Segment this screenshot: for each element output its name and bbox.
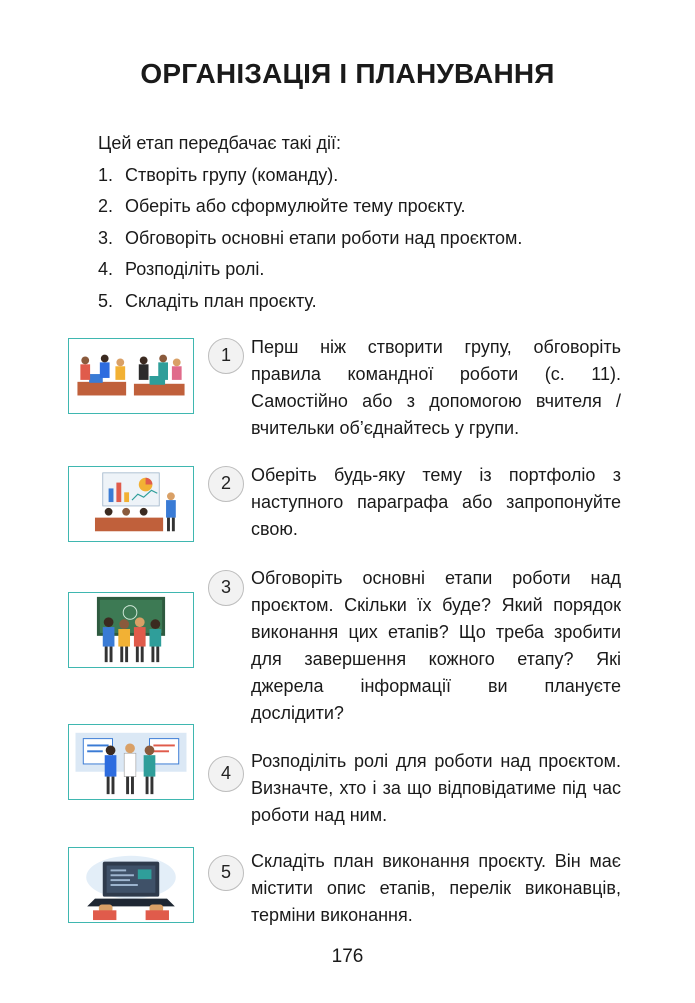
intro-block [98,128,618,317]
page-number: 176 [331,946,364,967]
step-text-2: Оберіть будь-яку тему із портфоліо з наступного параграфа або запропонуйте свою. [251,465,621,539]
step-number-1: 1 [208,338,244,374]
list-item: 5. Складіть план проєкту. [98,290,317,311]
list-item: 2. Оберіть або сформулюйте тему проєкту. [98,196,466,216]
step-1 [68,336,628,456]
step-number-3: 3 [208,570,244,606]
step-number-2: 2 [208,466,244,502]
step-text-1: Перш ніж створити групу, обговоріть правила командної роботи (с. 11). Самостійно або з допомогою вчителя / вчительки об’єднайтесь у групи. [251,337,621,438]
team-meeting-illustration [68,338,194,414]
group-discussion-illustration [68,592,194,668]
list-item: 4. Розподіліть ролі. [98,259,265,279]
step-3 [68,564,628,723]
step-text-3: Обговоріть основні етапи роботи над проєктом. Скільки їх буде? Який порядок виконання цих етапів? Що треба зробити для завершення кожного етапу? Які джерела інформації ви плануєте дослідити? [251,568,621,723]
step-4 [68,722,628,842]
step-number-5: 5 [208,855,244,891]
presentation-illustration [68,466,194,542]
page-title: ОРГАНІЗАЦІЯ І ПЛАНУВАННЯ [140,58,555,89]
intro-lead: Цей етап передбачає такі дії: [98,133,341,153]
laptop-planning-illustration [68,847,194,923]
roles-illustration [68,724,194,800]
step-number-4: 4 [208,756,244,792]
step-text-4: Розподіліть ролі для роботи над проєктом. Визначте, хто і за що відповідатиме під час роботи над ним. [251,751,621,825]
list-item: 1. Створіть групу (команду). [98,164,339,185]
list-item: 3. Обговоріть основні етапи роботи над проєктом. [98,227,523,248]
step-text-5: Складіть план виконання проєкту. Він має містити опис етапів, перелік виконавців, терміни виконання. [251,851,621,925]
intro-list [98,160,618,318]
